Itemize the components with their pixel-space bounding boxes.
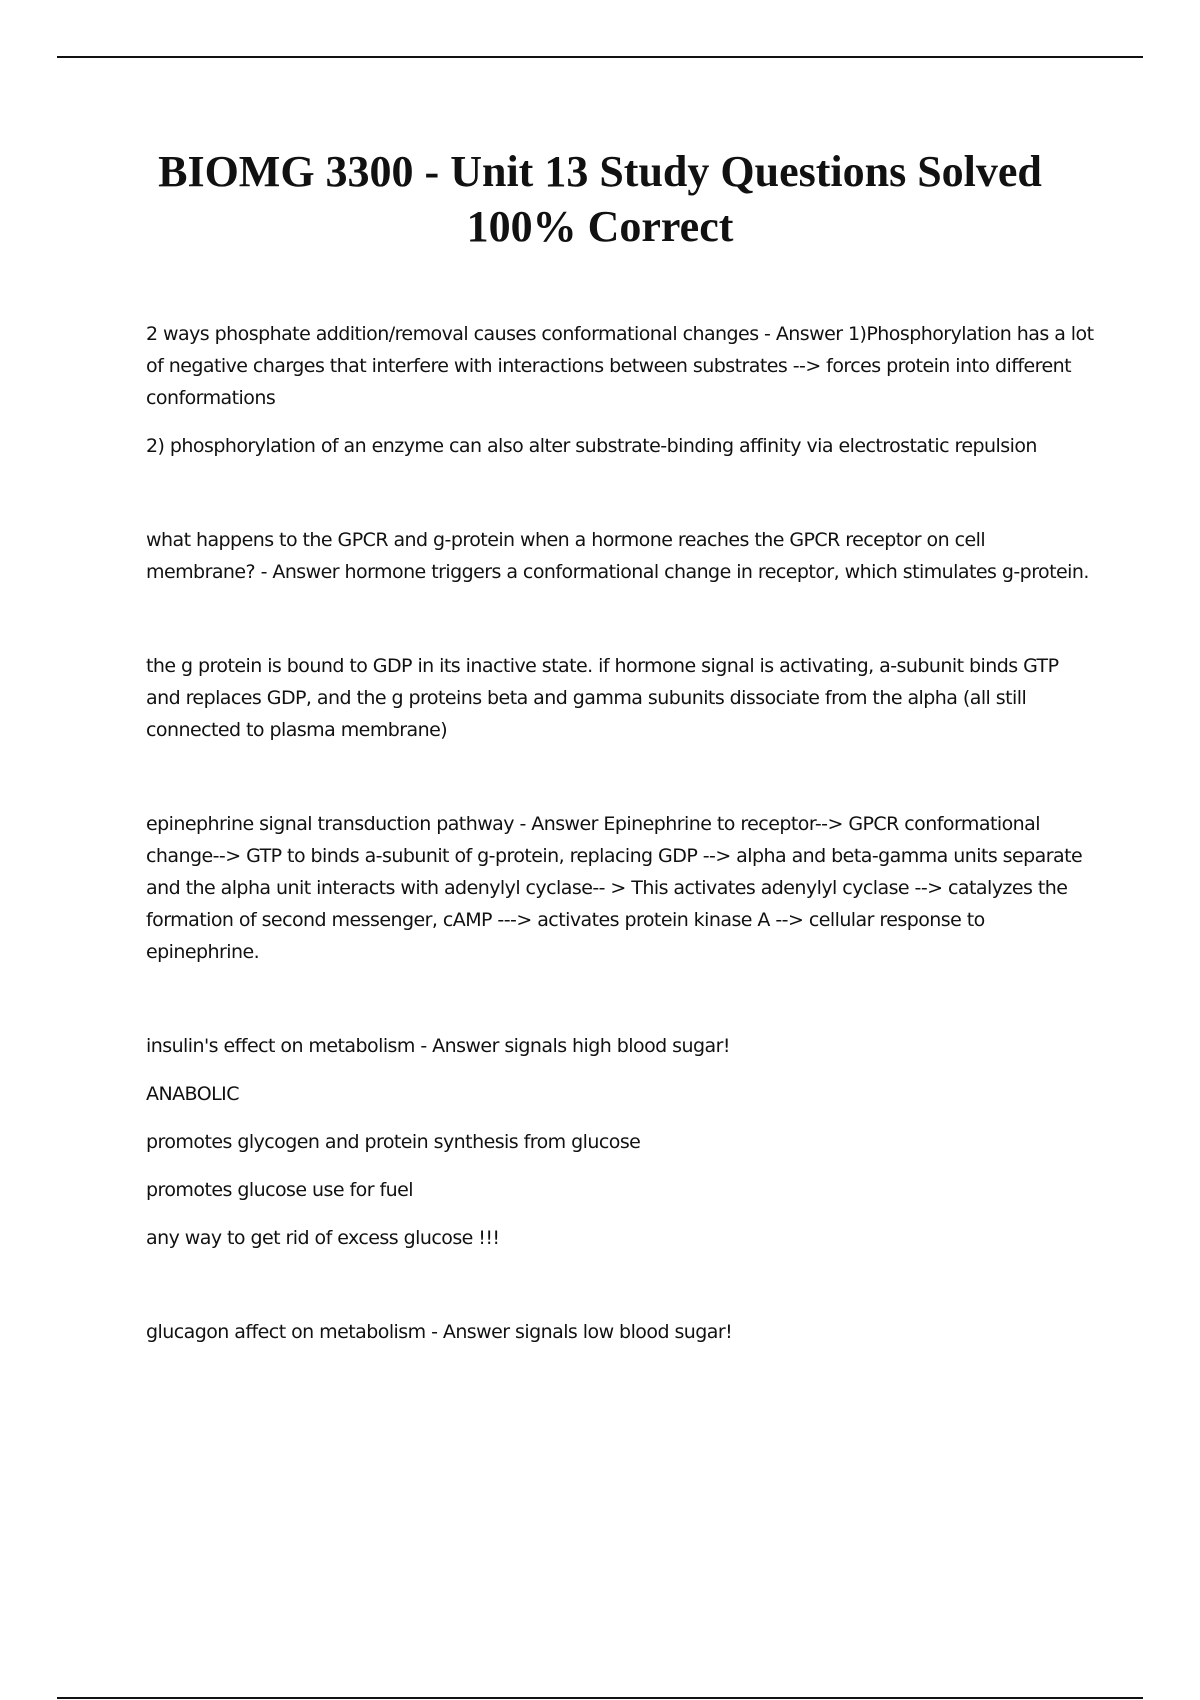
document-body xyxy=(146,318,1096,1364)
paragraph-phosphate-answer-2: 2) phosphorylation of an enzyme can also alter substrate-binding affinity via electrostatic repulsion xyxy=(146,435,1037,457)
paragraph-glycogen-synthesis: promotes glycogen and protein synthesis from glucose xyxy=(146,1131,641,1153)
paragraph-excess-glucose: any way to get rid of excess glucose !!! xyxy=(146,1227,500,1249)
paragraph-gpcr-question: what happens to the GPCR and g-protein when a hormone reaches the GPCR receptor on cell membrane? - Answer hormone triggers a conformational change in receptor, which stimulates g-protein. xyxy=(146,529,1089,583)
document-title: BIOMG 3300 - Unit 13 Study Questions Solved 100% Correct xyxy=(158,147,1042,251)
paragraph-anabolic: ANABOLIC xyxy=(146,1083,239,1105)
bottom-rule xyxy=(57,1697,1143,1699)
paragraph-glucose-fuel: promotes glucose use for fuel xyxy=(146,1179,413,1201)
paragraph-phosphate-question: 2 ways phosphate addition/removal causes conformational changes - Answer 1)Phosphorylation has a lot of negative charges that interfere with interactions between substrates --> forces protein into different conformations xyxy=(146,323,1094,409)
paragraph-g-protein-state: the g protein is bound to GDP in its inactive state. if hormone signal is activating, a-subunit binds GTP and replaces GDP, and the g proteins beta and gamma subunits dissociate from the alpha (all still connected to plasma membrane) xyxy=(146,655,1059,741)
paragraph-glucagon-question: glucagon affect on metabolism - Answer signals low blood sugar! xyxy=(146,1321,733,1343)
top-rule xyxy=(57,56,1143,58)
paragraph-insulin-question: insulin's effect on metabolism - Answer signals high blood sugar! xyxy=(146,1035,730,1057)
paragraph-epinephrine-pathway: epinephrine signal transduction pathway - Answer Epinephrine to receptor--> GPCR conformational change--> GTP to binds a-subunit of g-protein, replacing GDP --> alpha and beta-gamma units separate and the alpha unit interacts with adenylyl cyclase-- > This activates adenylyl cyclase --> catalyzes the formation of second messenger, cAMP ---> activates protein kinase A --> cellular response to epinephrine. xyxy=(146,813,1083,963)
